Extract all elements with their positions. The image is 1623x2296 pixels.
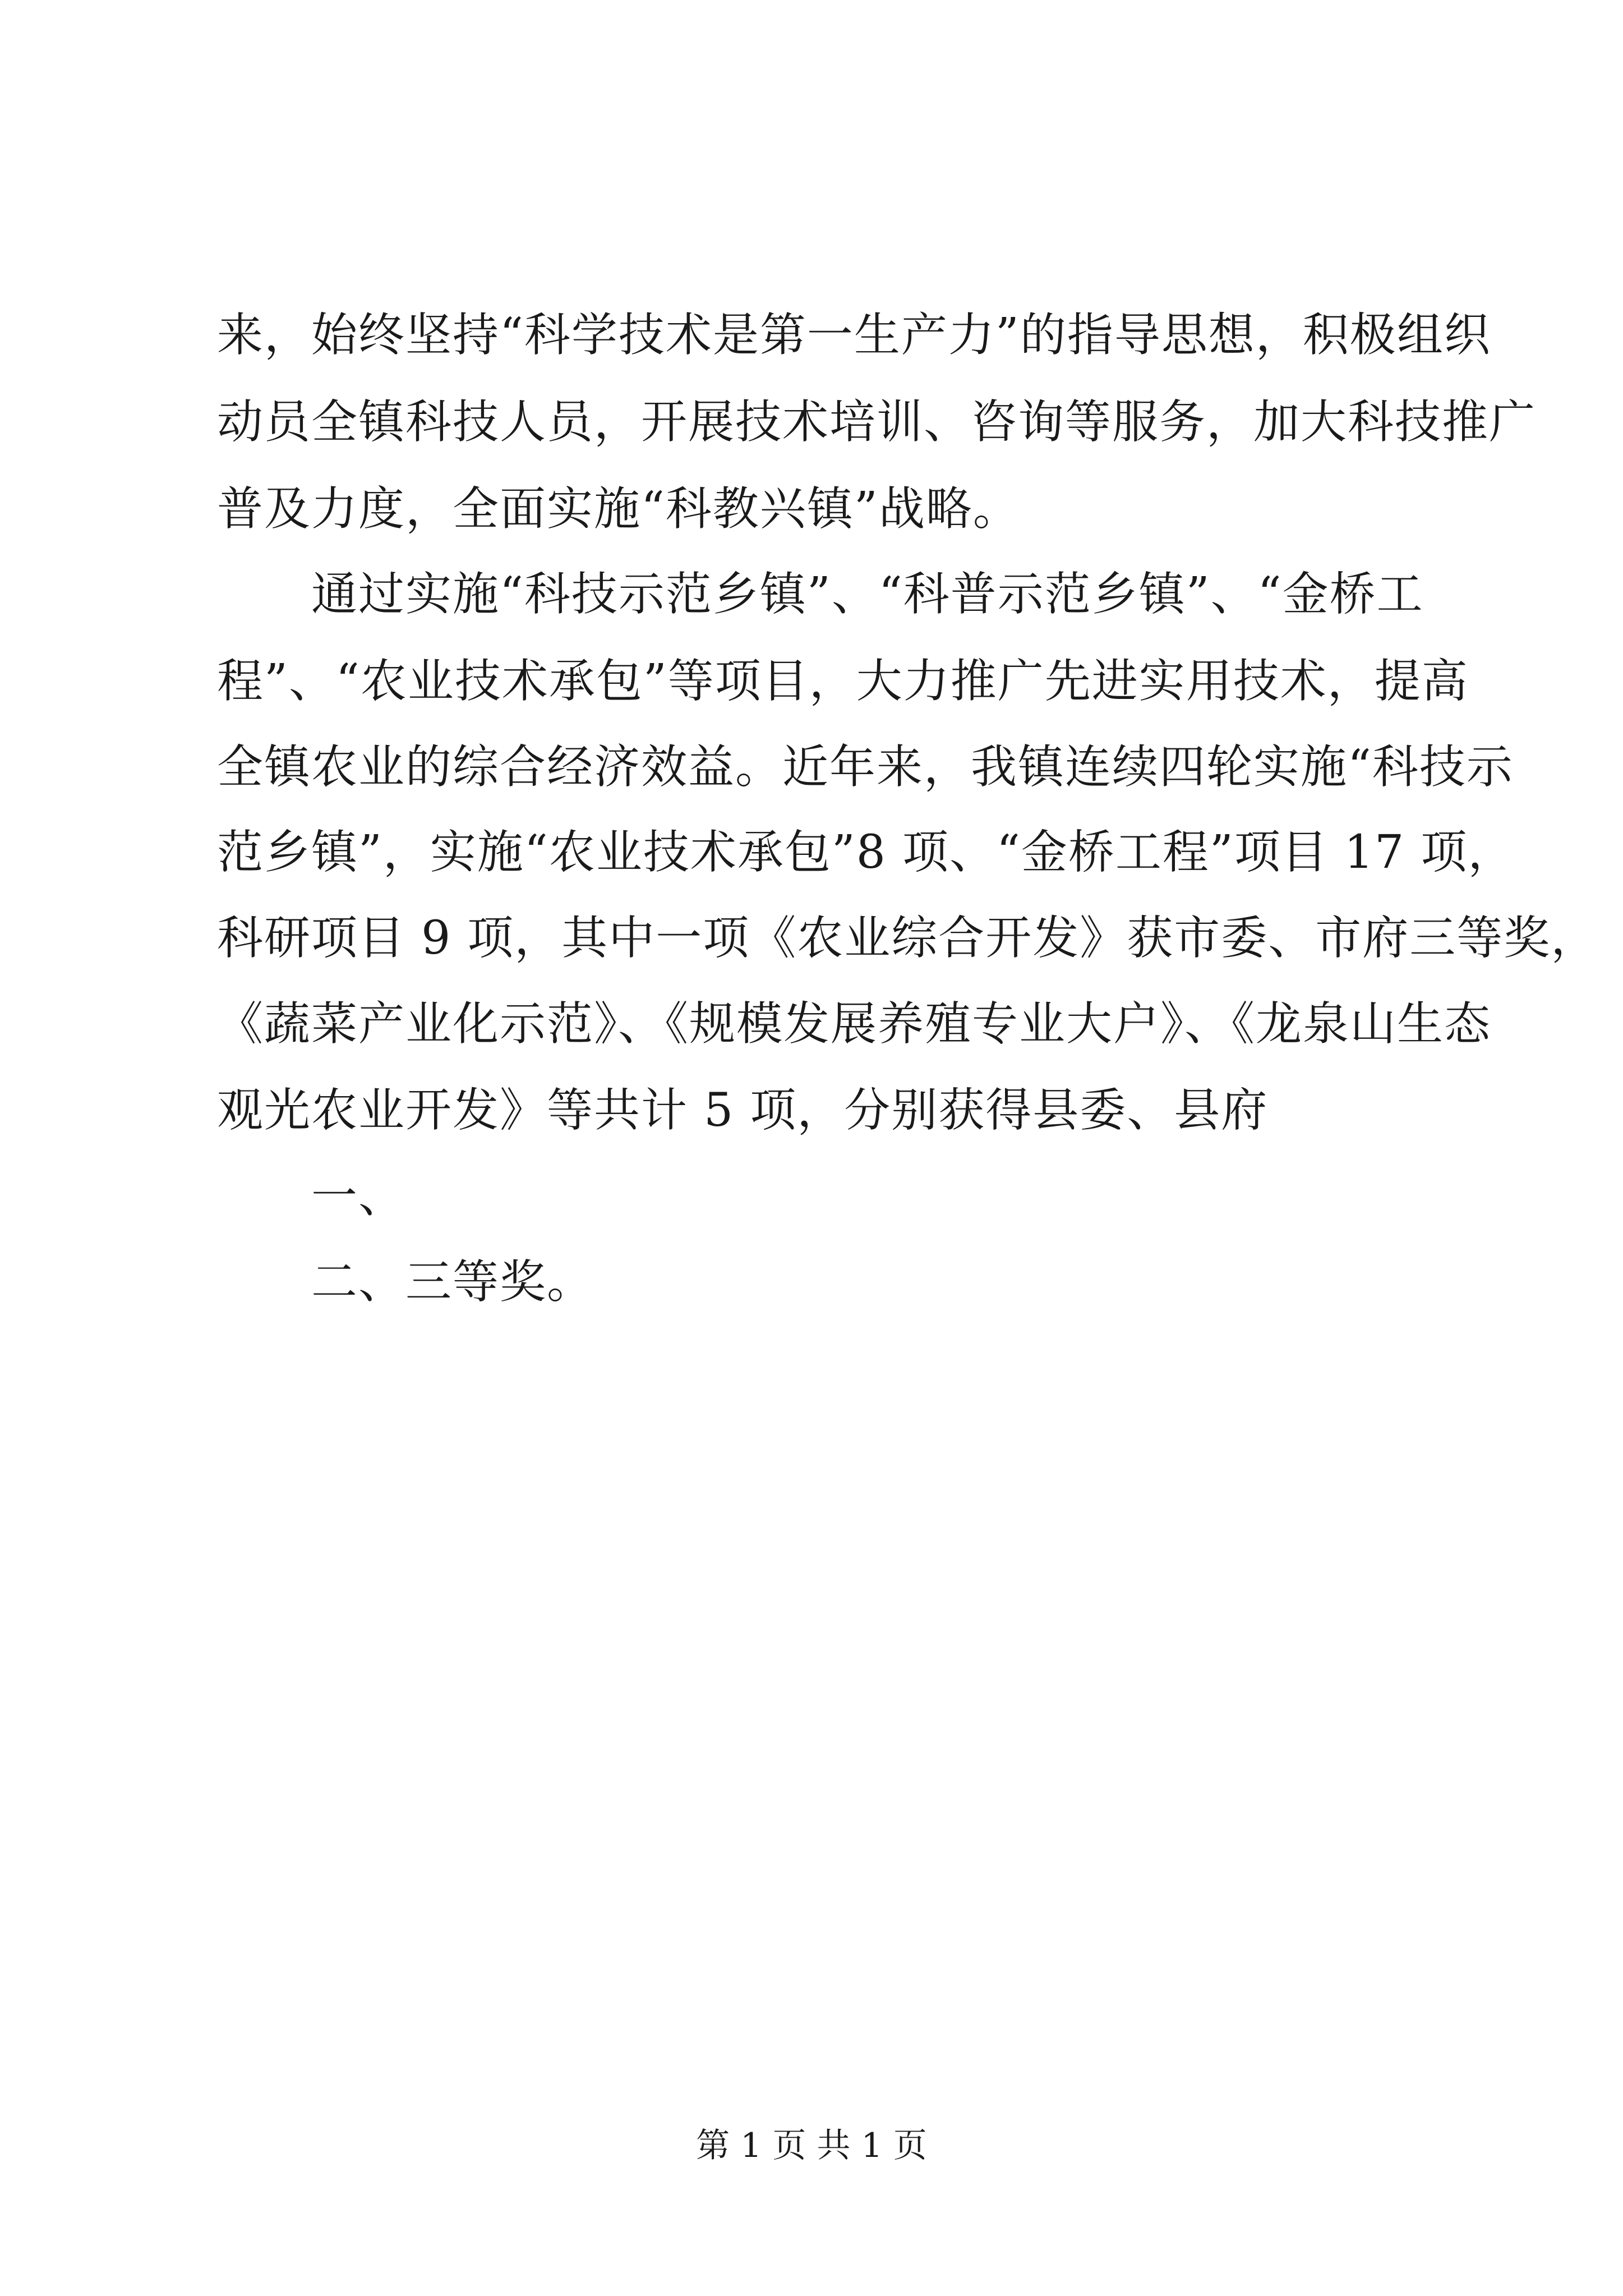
paragraph-2-line-5: 科研项目 9 项，其中一项《农业综合开发》获市委、市府三等奖，: [217, 912, 1598, 965]
page-number-footer: 第 1 页 共 1 页: [696, 2126, 927, 2165]
paragraph-2-line-3: 全镇农业的综合经济效益。近年来，我镇连续四轮实施“科技示: [217, 740, 1514, 794]
paragraph-2-line-6: 《蔬菜产业化示范》、《规模发展养殖专业大户》、《龙泉山生态: [217, 997, 1492, 1051]
paragraph-2-line-7: 观光农业开发》等共计 5 项，分别获得县委、县府: [217, 1084, 1269, 1137]
paragraph-1-line-1: 来，始终坚持“科学技术是第一生产力”的指导思想，积极组织: [217, 309, 1491, 362]
paragraph-2-line-2: 程”、“农业技术承包”等项目，大力推广先进实用技术，提高: [217, 655, 1469, 708]
paragraph-1-line-3: 普及力度，全面实施“科教兴镇”战略。: [217, 482, 1020, 536]
paragraph-2-line-4: 范乡镇”，实施“农业技术承包”8 项、“金桥工程”项目 17 项，: [217, 826, 1515, 879]
paragraph-3: 一、: [311, 1170, 406, 1223]
paragraph-4: 二、三等奖。: [311, 1255, 594, 1309]
paragraph-2-line-1: 通过实施“科技示范乡镇”、“科普示范乡镇”、“金桥工: [311, 568, 1424, 621]
paragraph-1-line-2: 动员全镇科技人员，开展技术培训、咨询等服务，加大科技推广: [217, 395, 1537, 449]
